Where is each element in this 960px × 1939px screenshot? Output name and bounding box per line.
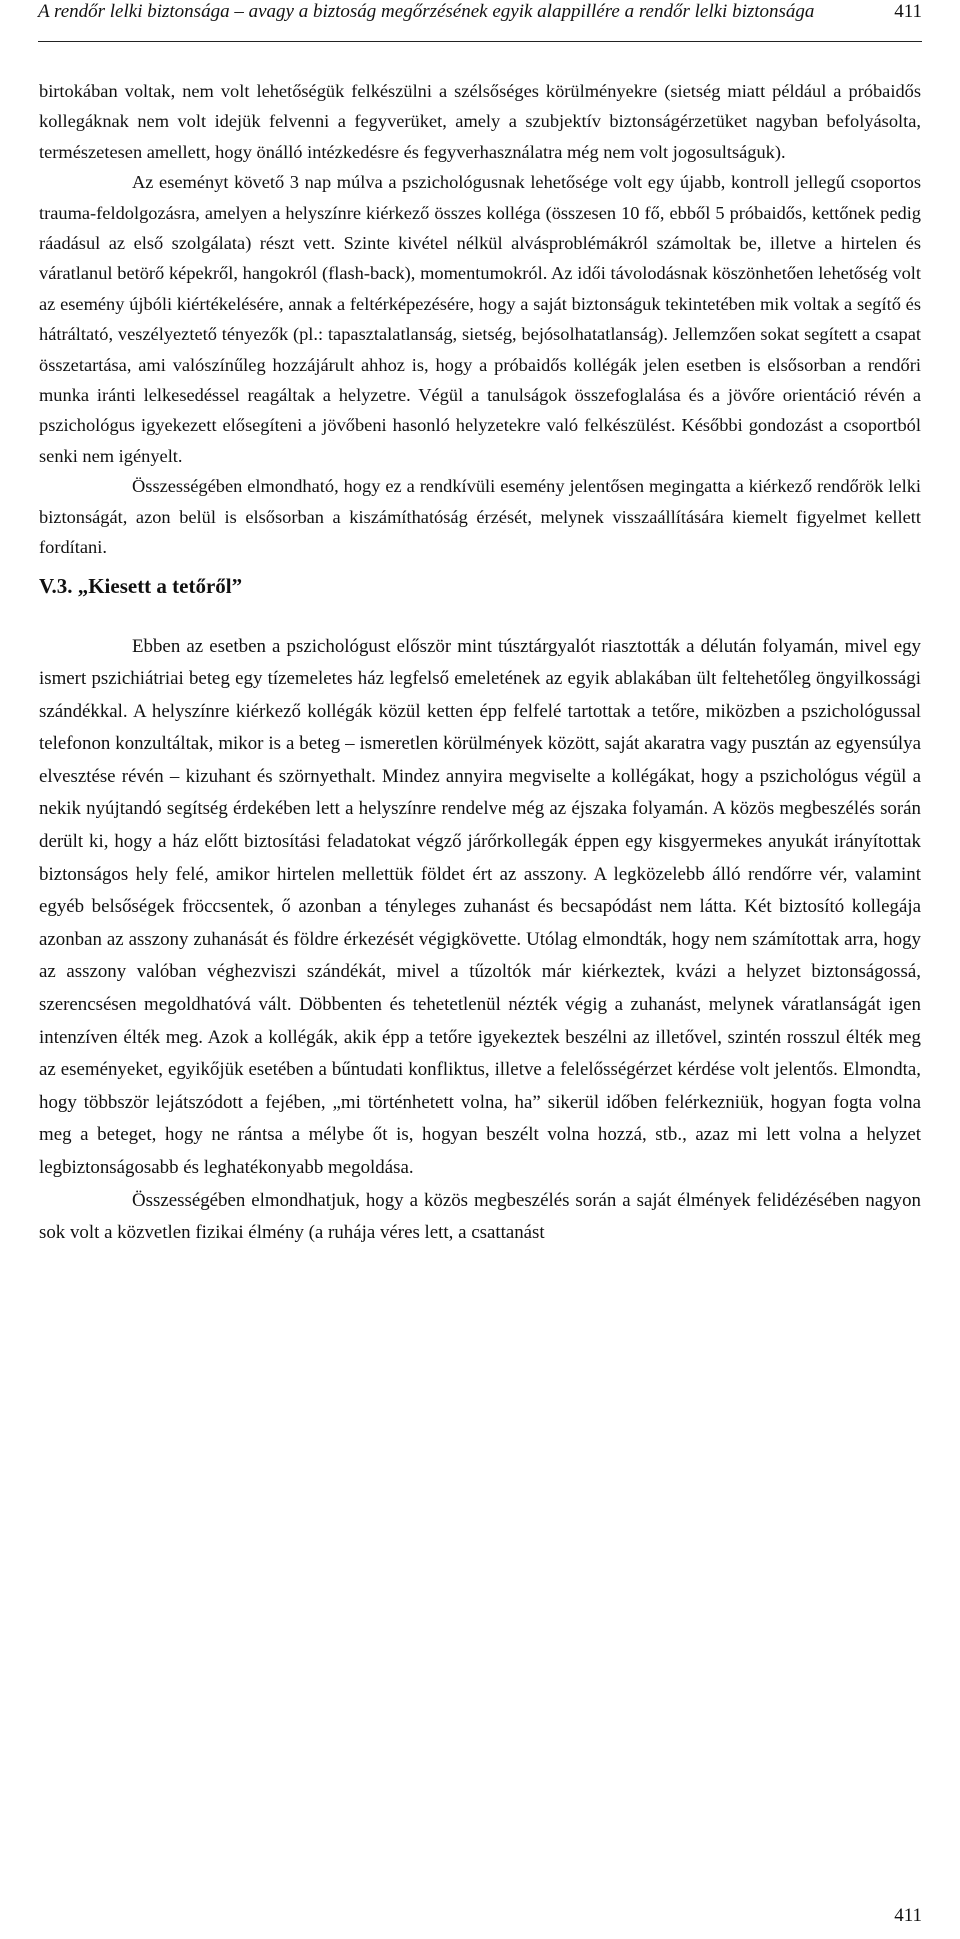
paragraph-4: Ebben az esetben a pszichológust először mint túsztárgyalót riasztották a délután folyamán, mivel egy ismert pszichiátriai beteg egy tízemeletes ház legfelső emeletének az egyik ablakában ült feltehetőleg öngyilkossági szándékkal. A helyszínre kiérkező kollégák közül ketten épp felfelé tartottak a tetőre, miközben a pszichológussal telefonon konzultáltak, mikor is a beteg – ismeretlen körülmények között, saját akaratra vagy pusztán az egyensúlya elvesztése révén – kizuhant és szörnyethalt. Mindez annyira megviselte a kollégákat, hogy a pszichológus végül a nekik nyújtandó segítség érdekében lett a helyszínre rendelve még az éjszaka folyamán. A közös megbeszélés során derült ki, hogy a ház előtt biztosítási feladatokat végző járőrkollegák éppen egy kisgyermekes anyukát irányítottak biztonságos hely felé, amikor hirtelen mellettük földet ért az asszony. A legközelebb álló rendőrre vér, valamint egyéb belsőségek fröccsentek, ő azonban a tényleges zuhanást és becsapódást nem látta. Két biztosító kollegája azonban az asszony zuhanását és földre érkezését végigkövette. Utólag elmondták, hogy nem számítottak arra, hogy az asszony valóban véghezviszi szándékát, mivel a tűzoltók már kiérkeztek, kvázi a helyzet biztonságossá, szerencsésen megoldhatóvá vált. Döbbenten és tehetetlenül nézték végig a zuhanást, melynek váratlanságát igen intenzíven élték meg. Azok a kollégák, akik épp a tetőre igyekeztek beszélni az illetővel, szintén rosszul élték meg az eseményeket, egyikőjük esetében a bűntudati konfliktus, illetve a felelősségérzet kérdése volt jelentős. Elmondta, hogy többször lejátszódott a fejében, „mi történhetett volna, ha” sikerül időben felérkezniük, hogyan fogta volna meg a beteget, hogy ne rántsa a mélybe őt is, hogyan beszélt volna hozzá, stb., azaz mi lett volna a helyzet legbiztonságosabb és leghatékonyabb megoldása. — [39, 635, 921, 1178]
paragraph-5: Összességében elmondhatjuk, hogy a közös megbeszélés során a saját élmények felidézésében nagyon sok volt a közvetlen fizikai élmény (a ruhája véres lett, a csattanást — [39, 1189, 921, 1244]
paragraph-3: Összességében elmondható, hogy ez a rendkívüli esemény jelentősen megingatta a kiérkező rendőrök lelki biztonságát, azon belül is elsősorban a kiszámíthatóság érzését, melynek visszaállítására kiemelt figyelmet kellett fordítani. — [39, 476, 921, 558]
paragraph-1: birtokában voltak, nem volt lehetőségük felkészülni a szélsőséges körülményekre (sietség miatt például a próbaidős kollegáknak nem volt idejük felvenni a fegyverüket, amely a szubjektív biztonságérzetüket nagyban befolyásolta, természetesen amellett, hogy önálló intézkedésre és fegyverhasználatra még nem volt jogosultságuk). — [39, 81, 921, 162]
paragraph-2: Az eseményt követő 3 nap múlva a pszichológusnak lehetősége volt egy újabb, kontroll jellegű csoportos trauma-feldolgozásra, amelyen a helyszínre kiérkező összes kolléga (összesen 10 fő, ebből 5 próbaidős, kettőnek pedig ráadásul az első szolgálata) részt vett. Szinte kivétel nélkül alvásproblémákról számoltak be, illetve a hirtelen és váratlanul betörő képekről, hangokról (flash-back), momentumokról. Az idői távolodásnak köszönhetően lehetőség volt az esemény újbóli kiértékelésére, annak a feltérképezésére, hogy a saját biztonságuk tekintetében mik voltak a segítő és hátráltató, veszélyeztető tényezők (pl.: tapasztalatlanság, sietség, bejósolhatatlanság). Jellemzően sokat segített a csapat összetartása, ami valószínűleg hozzájárult ahhoz is, hogy a próbaidős kollégák jelen esetben is elsősorban a rendőri munka iránti lelkesedéssel reagáltak a helyzetre. Végül a tanulságok összefoglalása és a jövőre orientáció révén a pszichológus igyekezett elősegíteni a jövőbeni hasonló helyzetekre való felkészülést. Későbbi gondozást a csoportból senki nem igényelt. — [39, 172, 921, 466]
section-heading: V.3. „Kiesett a tetőről” — [39, 573, 243, 598]
header-divider — [38, 41, 922, 42]
running-header — [38, 0, 922, 24]
running-header-title: A rendőr lelki biztonsága – avagy a biztoság megőrzésének egyik alappillére a rendőr lelki biztonsága — [38, 1, 815, 22]
body-text — [39, 76, 921, 1250]
header-page-number: 411 — [894, 1, 922, 22]
body-section-top — [39, 76, 921, 563]
body-section-bottom — [39, 631, 921, 1250]
footer-page-number: 411 — [894, 1905, 922, 1926]
